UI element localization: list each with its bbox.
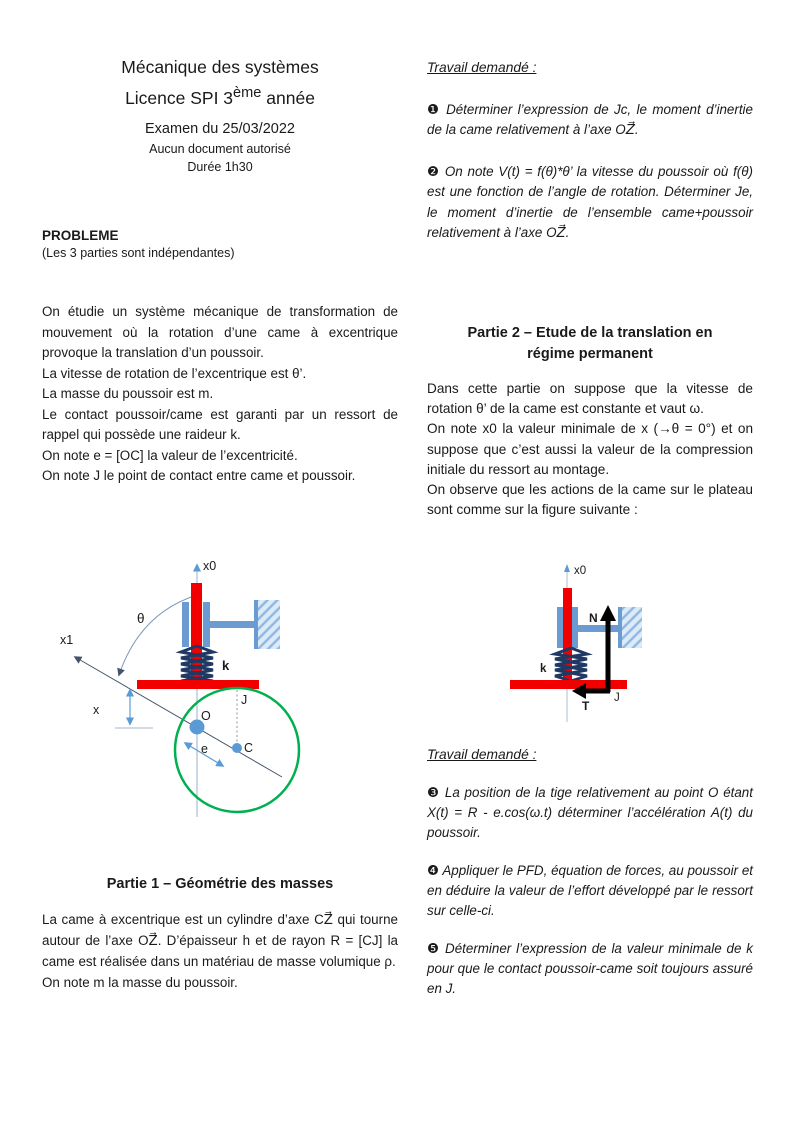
intro-paragraph: On étudie un système mécanique de transformation de mouvement où la rotation d’une came à excentrique provoque la translation d’un poussoir. xyxy=(42,304,398,360)
question-4-text: Appliquer le PFD, équation de forces, au poussoir et en déduire la valeur de l’effort développé par le ressort sur celle-ci. xyxy=(427,863,753,918)
partie1-text xyxy=(42,909,398,993)
point-J-label: J xyxy=(614,692,620,704)
partie2-text xyxy=(427,379,753,520)
partie1-paragraph: La came à excentrique est un cylindre d’axe CZ⃗ qui tourne autour de l’axe OZ⃗. D’épaisseur h et de rayon R = [CJ] la came est réalisée dans un matériau de masse volumique ρ. xyxy=(42,912,398,969)
wall-edge xyxy=(254,600,258,649)
question-3-text: La position de la tige relativement au point O étant X(t) = R - e.cos(ω.t) déterminer l’accélération A(t) du poussoir. xyxy=(427,785,753,840)
problem-section-header xyxy=(42,227,398,262)
question-2 xyxy=(427,162,753,244)
intro-paragraph: La vitesse de rotation de l’excentrique est θ’. xyxy=(42,365,307,381)
intro-paragraph: On note e = [OC] la valeur de l’excentricité. xyxy=(42,447,298,463)
question-3-number: ❸ xyxy=(427,785,441,800)
intro-text xyxy=(42,302,398,487)
exam-duration: Durée 1h30 xyxy=(187,160,253,174)
intro-paragraph: La masse du poussoir est m. xyxy=(42,386,214,401)
guide-bar-left xyxy=(182,602,189,647)
partie2-heading xyxy=(427,323,753,365)
exam-date: Examen du 25/03/2022 xyxy=(145,121,295,137)
partie1-heading: Partie 1 – Géométrie des masses xyxy=(106,876,334,892)
question-3 xyxy=(427,783,753,843)
intro-paragraph: On note J le point de contact entre came et poussoir. xyxy=(42,468,356,483)
dimension-e-label: e xyxy=(201,742,208,756)
point-J-label: J xyxy=(241,693,248,707)
partie1-paragraph: On note m la masse du poussoir. xyxy=(42,975,238,990)
question-5-text: Déterminer l’expression de la valeur minimale de k pour que le contact poussoir-came soit toujours assuré en J. xyxy=(427,941,753,996)
problem-note: (Les 3 parties sont indépendantes) xyxy=(42,246,235,260)
question-4 xyxy=(427,861,753,921)
travail2-heading: Travail demandé : xyxy=(427,747,537,762)
wall-edge xyxy=(618,607,622,648)
document-title xyxy=(42,54,398,111)
axis-x0-arrowhead xyxy=(564,564,570,572)
question-2-text: On note V(t) = f(θ)*θ’ la vitesse du poussoir où f(θ) est une fonction de l’angle de rotation. Déterminer Je, le moment d’inertie de l’ensemble came+poussoir relativement à l’axe OZ⃗. xyxy=(427,164,753,241)
title-line-2-sup: ème xyxy=(233,85,262,101)
question-2-number: ❷ xyxy=(427,164,441,179)
guide-bar-left xyxy=(557,607,563,648)
question-4-number: ❹ xyxy=(427,863,440,878)
title-line-2 xyxy=(42,80,398,111)
bracket-bar xyxy=(210,621,254,628)
exam-info xyxy=(42,119,398,176)
bracket-bar xyxy=(577,625,618,632)
figure-force-diagram xyxy=(485,556,720,748)
figure-cam-mechanism xyxy=(55,553,365,845)
title-line-1: Mécanique des systèmes xyxy=(121,57,319,77)
partie2-paragraph: On observe que les actions de la came sur le plateau sont comme sur la figure suivante : xyxy=(427,482,753,518)
force-N-arrowhead xyxy=(600,605,616,621)
question-1-number: ❶ xyxy=(427,102,441,117)
question-1 xyxy=(427,100,753,141)
dimension-x-label: x xyxy=(93,703,100,717)
spring-stiffness-label: k xyxy=(222,658,230,673)
question-1-text: Déterminer l’expression de Jc, le moment d’inertie de la came relativement à l’axe OZ⃗. xyxy=(427,102,753,138)
point-C-label: C xyxy=(244,741,254,755)
theta-label: θ xyxy=(137,611,145,626)
force-N-label: N xyxy=(589,611,598,625)
partie2-heading-line-1: Partie 2 – Etude de la translation en xyxy=(467,325,713,341)
spring-stiffness-label: k xyxy=(540,663,547,675)
force-T-label: T xyxy=(582,699,590,713)
axis-x1-label: x1 xyxy=(60,633,74,647)
point-O-label: O xyxy=(201,709,211,723)
question-5 xyxy=(427,939,753,999)
exam-no-document: Aucun document autorisé xyxy=(149,142,291,156)
partie2-paragraph: On note x0 la valeur minimale de x (→θ = 0°) et on suppose que c’est aussi la valeur de la compression initiale du ressort au montage. xyxy=(427,421,753,477)
point-C xyxy=(232,743,242,753)
intro-paragraph: Le contact poussoir/came est garanti par un ressort de rappel qui possède une raideur k. xyxy=(42,406,398,442)
question-5-number: ❺ xyxy=(427,941,441,956)
travail1-heading: Travail demandé : xyxy=(427,60,537,75)
partie2-paragraph: Dans cette partie on suppose que la vitesse de rotation θ’ de la came est constante et vaut ω. xyxy=(427,381,753,417)
axis-x0-label: x0 xyxy=(203,559,217,573)
axis-x1-line xyxy=(75,657,282,777)
guide-bar-right xyxy=(203,602,210,647)
title-line-2-suffix: année xyxy=(261,87,315,108)
title-line-2-prefix: Licence SPI 3 xyxy=(125,87,234,108)
axis-x0-label: x0 xyxy=(574,565,587,577)
partie2-heading-line-2: régime permanent xyxy=(527,346,653,362)
problem-title: PROBLEME xyxy=(42,228,119,243)
